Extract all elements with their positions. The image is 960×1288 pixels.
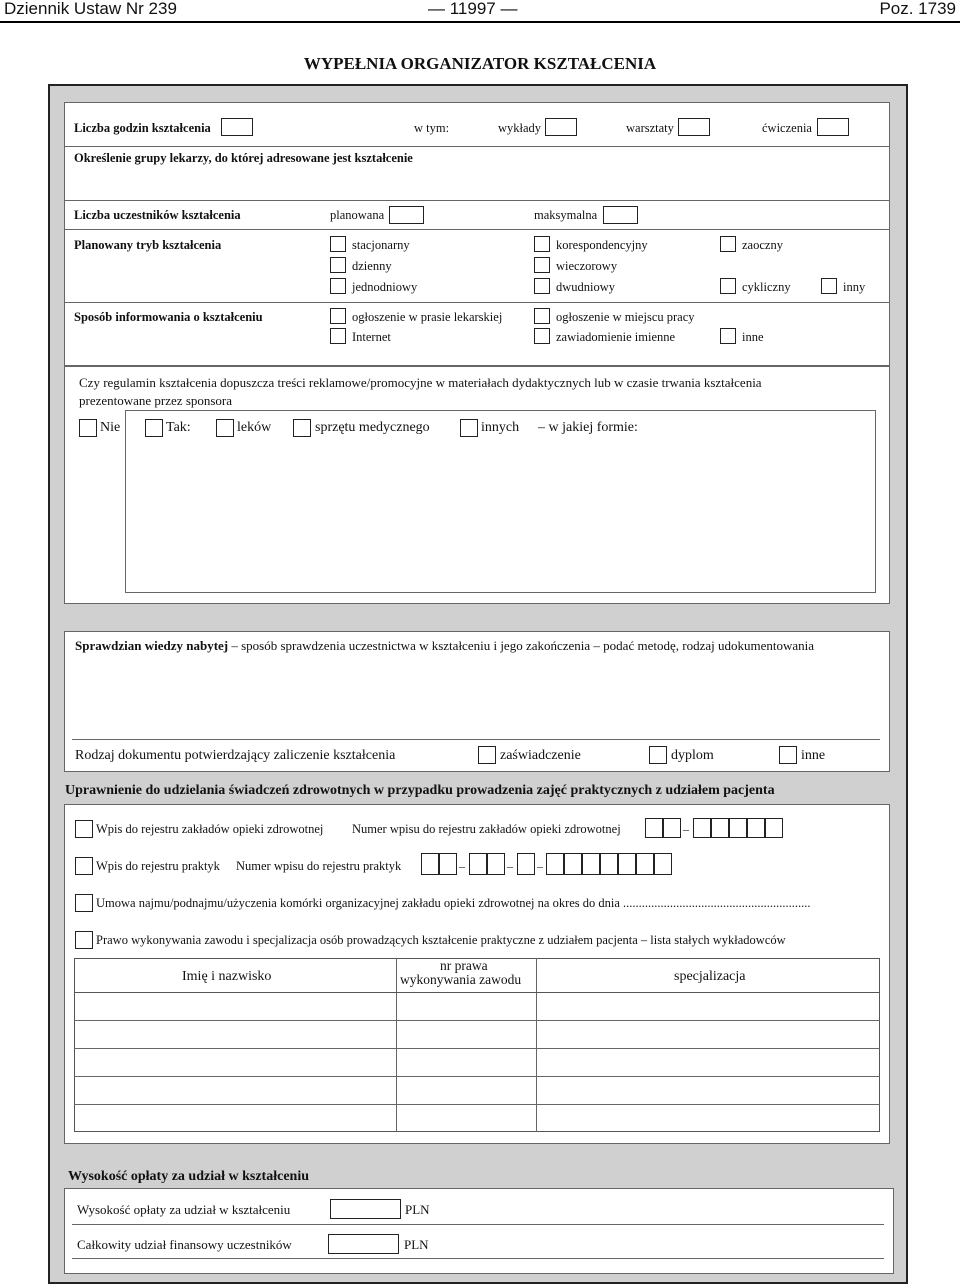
- mode-stationary-checkbox[interactable]: [330, 236, 346, 252]
- column-header-name: Imię i nazwisko: [182, 969, 272, 984]
- maximum-label: maksymalna: [534, 208, 598, 222]
- table-row[interactable]: [74, 1104, 880, 1105]
- exercises-field[interactable]: [817, 118, 849, 136]
- table-row[interactable]: [74, 1020, 880, 1021]
- sponsor-question-line1: Czy regulamin kształcenia dopuszcza treści reklamowe/promocyjne w materiałach dydaktycznych lub w czasie trwania kształcenia: [79, 375, 762, 390]
- zoz-number-digit-1[interactable]: [645, 818, 663, 838]
- mode-other-checkbox[interactable]: [821, 278, 837, 294]
- divider: [72, 1224, 884, 1225]
- document-type-label: Rodzaj dokumentu potwierdzający zaliczenie kształcenia: [75, 748, 396, 763]
- column-divider: [396, 958, 397, 1132]
- sponsor-yes-label: Tak:: [166, 420, 191, 435]
- sponsor-drugs-checkbox[interactable]: [216, 419, 234, 437]
- mode-correspondence-label: korespondencyjny: [556, 238, 648, 252]
- info-internet-label: Internet: [352, 330, 391, 344]
- hours-total-field[interactable]: [221, 118, 253, 136]
- practice-number-digit-6[interactable]: [546, 853, 564, 875]
- zoz-number-digit-4[interactable]: [711, 818, 729, 838]
- practice-number-digit-2[interactable]: [439, 853, 457, 875]
- page-number: — 11997 —: [428, 0, 518, 18]
- mode-daytime-checkbox[interactable]: [330, 257, 346, 273]
- sponsor-no-checkbox[interactable]: [79, 419, 97, 437]
- divider: [72, 739, 880, 740]
- practice-number-digit-8[interactable]: [582, 853, 600, 875]
- info-other-checkbox[interactable]: [720, 328, 736, 344]
- table-header-rule: [74, 992, 880, 993]
- sponsor-drugs-label: leków: [237, 420, 272, 435]
- divider: [64, 200, 890, 201]
- zoz-number-digit-3[interactable]: [693, 818, 711, 838]
- info-internet-checkbox[interactable]: [330, 328, 346, 344]
- planned-label: planowana: [330, 208, 385, 222]
- practice-number-digit-9[interactable]: [600, 853, 618, 875]
- course-details-panel: [64, 102, 890, 366]
- separator: –: [459, 859, 465, 873]
- sponsor-no-label: Nie: [100, 420, 121, 435]
- divider: [64, 146, 890, 147]
- zoz-register-label: Wpis do rejestru zakładów opieki zdrowotnej: [96, 822, 324, 836]
- position-number: Poz. 1739: [879, 0, 956, 18]
- practice-number-label: Numer wpisu do rejestru praktyk: [236, 859, 402, 873]
- mode-evening-label: wieczorowy: [556, 259, 618, 273]
- zoz-number-digit-5[interactable]: [729, 818, 747, 838]
- divider: [72, 1258, 884, 1259]
- exercises-label: ćwiczenia: [762, 121, 812, 135]
- info-other-label: inne: [742, 330, 764, 344]
- sponsor-question-line2: prezentowane przez sponsora: [79, 393, 233, 408]
- sponsor-equipment-checkbox[interactable]: [293, 419, 311, 437]
- mode-daytime-label: dzienny: [352, 259, 392, 273]
- lease-label: Umowa najmu/podnajmu/użyczenia komórki organizacyjnej zakładu opieki zdrowotnej na okres do dnia ............................................................: [96, 896, 811, 910]
- divider: [64, 302, 890, 303]
- table-row[interactable]: [74, 1048, 880, 1049]
- header-rule: [0, 21, 960, 23]
- knowledge-test-label: [75, 639, 814, 653]
- mode-two-day-checkbox[interactable]: [534, 278, 550, 294]
- divider: [64, 229, 890, 230]
- mode-extramural-label: zaoczny: [742, 238, 783, 252]
- info-personal-checkbox[interactable]: [534, 328, 550, 344]
- doc-diploma-checkbox[interactable]: [649, 746, 667, 764]
- fee-field[interactable]: [330, 1199, 401, 1219]
- mode-other-label: inny: [843, 280, 866, 294]
- info-workplace-checkbox[interactable]: [534, 308, 550, 324]
- hours-label: Liczba godzin kształcenia: [74, 121, 211, 135]
- sponsor-form-textarea[interactable]: [125, 410, 876, 593]
- total-label: Całkowity udział finansowy uczestników: [77, 1237, 292, 1252]
- page-header: [0, 0, 960, 20]
- info-personal-label: zawiadomienie imienne: [556, 330, 676, 344]
- zoz-number-digit-6[interactable]: [747, 818, 765, 838]
- practice-number-digit-4[interactable]: [487, 853, 505, 875]
- form-title: WYPEŁNIA ORGANIZATOR KSZTAŁCENIA: [303, 54, 657, 73]
- sponsor-form-label: – w jakiej formie:: [538, 420, 638, 435]
- target-group-label: Określenie grupy lekarzy, do której adresowane jest kształcenie: [74, 151, 413, 165]
- practice-number-digit-12[interactable]: [654, 853, 672, 875]
- in-which-label: w tym:: [414, 121, 450, 135]
- doc-other-label: inne: [801, 748, 826, 763]
- separator: –: [507, 859, 513, 873]
- total-currency: PLN: [404, 1237, 429, 1252]
- sponsor-other-label: innych: [481, 420, 520, 435]
- column-header-specialization: specjalizacja: [674, 969, 746, 984]
- knowledge-test-title: Sprawdzian wiedzy nabytej: [75, 638, 229, 653]
- sponsor-equipment-label: sprzętu medycznego: [315, 420, 430, 435]
- lectures-field[interactable]: [545, 118, 577, 136]
- lease-checkbox[interactable]: [75, 894, 93, 912]
- separator: –: [683, 822, 689, 836]
- info-workplace-label: ogłoszenie w miejscu pracy: [556, 310, 695, 324]
- info-press-label: ogłoszenie w prasie lekarskiej: [352, 310, 503, 324]
- workshops-label: warsztaty: [626, 121, 674, 135]
- mode-one-day-label: jednodniowy: [352, 280, 418, 294]
- table-row[interactable]: [74, 1076, 880, 1077]
- practice-number-digit-3[interactable]: [469, 853, 487, 875]
- info-press-checkbox[interactable]: [330, 308, 346, 324]
- separator: –: [537, 859, 543, 873]
- fee-heading: Wysokość opłaty za udział w kształceniu: [68, 1169, 309, 1184]
- practice-number-digit-7[interactable]: [564, 853, 582, 875]
- doc-diploma-label: dyplom: [671, 748, 714, 763]
- practice-number-digit-1[interactable]: [421, 853, 439, 875]
- zoz-number-digit-2[interactable]: [663, 818, 681, 838]
- planned-participants-field[interactable]: [389, 206, 424, 224]
- practice-number-digit-5[interactable]: [517, 853, 535, 875]
- practice-register-label: Wpis do rejestru praktyk: [96, 859, 220, 873]
- mode-label: Planowany tryb kształcenia: [74, 238, 222, 252]
- doc-other-checkbox[interactable]: [779, 746, 797, 764]
- zoz-number-label: Numer wpisu do rejestru zakładów opieki zdrowotnej: [352, 822, 621, 836]
- max-participants-field[interactable]: [603, 206, 638, 224]
- mode-evening-checkbox[interactable]: [534, 257, 550, 273]
- info-label: Sposób informowania o kształceniu: [74, 310, 263, 324]
- workshops-field[interactable]: [678, 118, 710, 136]
- mode-two-day-label: dwudniowy: [556, 280, 616, 294]
- total-field[interactable]: [328, 1234, 399, 1254]
- practice-register-checkbox[interactable]: [75, 857, 93, 875]
- column-divider: [536, 958, 537, 1132]
- mode-correspondence-checkbox[interactable]: [534, 236, 550, 252]
- journal-title: Dziennik Ustaw Nr 239: [4, 0, 177, 18]
- fee-label: Wysokość opłaty za udział w kształceniu: [77, 1202, 291, 1217]
- lectures-label: wykłady: [498, 121, 542, 135]
- knowledge-test-description: – sposób sprawdzenia uczestnictwa w kształceniu i jego zakończenia – podać metodę, rodzaj udokumentowania: [231, 638, 815, 653]
- column-header-license-line2: wykonywania zawodu: [400, 972, 522, 987]
- zoz-number-digit-7[interactable]: [765, 818, 783, 838]
- sponsor-other-checkbox[interactable]: [460, 419, 478, 437]
- license-label: Prawo wykonywania zawodu i specjalizacja osób prowadzących kształcenie praktyczne z udziałem pacjenta – lista stałych wykładowców: [96, 933, 786, 947]
- mode-extramural-checkbox[interactable]: [720, 236, 736, 252]
- fee-currency: PLN: [405, 1202, 430, 1217]
- mode-one-day-checkbox[interactable]: [330, 278, 346, 294]
- participants-label: Liczba uczestników kształcenia: [74, 208, 241, 222]
- practice-number-digit-11[interactable]: [636, 853, 654, 875]
- practice-number-digit-10[interactable]: [618, 853, 636, 875]
- zoz-register-checkbox[interactable]: [75, 820, 93, 838]
- doc-certificate-checkbox[interactable]: [478, 746, 496, 764]
- mode-cyclic-label: cykliczny: [742, 280, 791, 294]
- sponsor-yes-checkbox[interactable]: [145, 419, 163, 437]
- authorization-heading: Uprawnienie do udzielania świadczeń zdrowotnych w przypadku prowadzenia zajęć praktycznych z udziałem pacjenta: [65, 783, 775, 798]
- column-header-license-line1: nr prawa: [440, 958, 488, 973]
- license-checkbox[interactable]: [75, 931, 93, 949]
- mode-cyclic-checkbox[interactable]: [720, 278, 736, 294]
- fee-panel: [64, 1188, 894, 1274]
- mode-stationary-label: stacjonarny: [352, 238, 410, 252]
- doc-certificate-label: zaświadczenie: [500, 748, 581, 763]
